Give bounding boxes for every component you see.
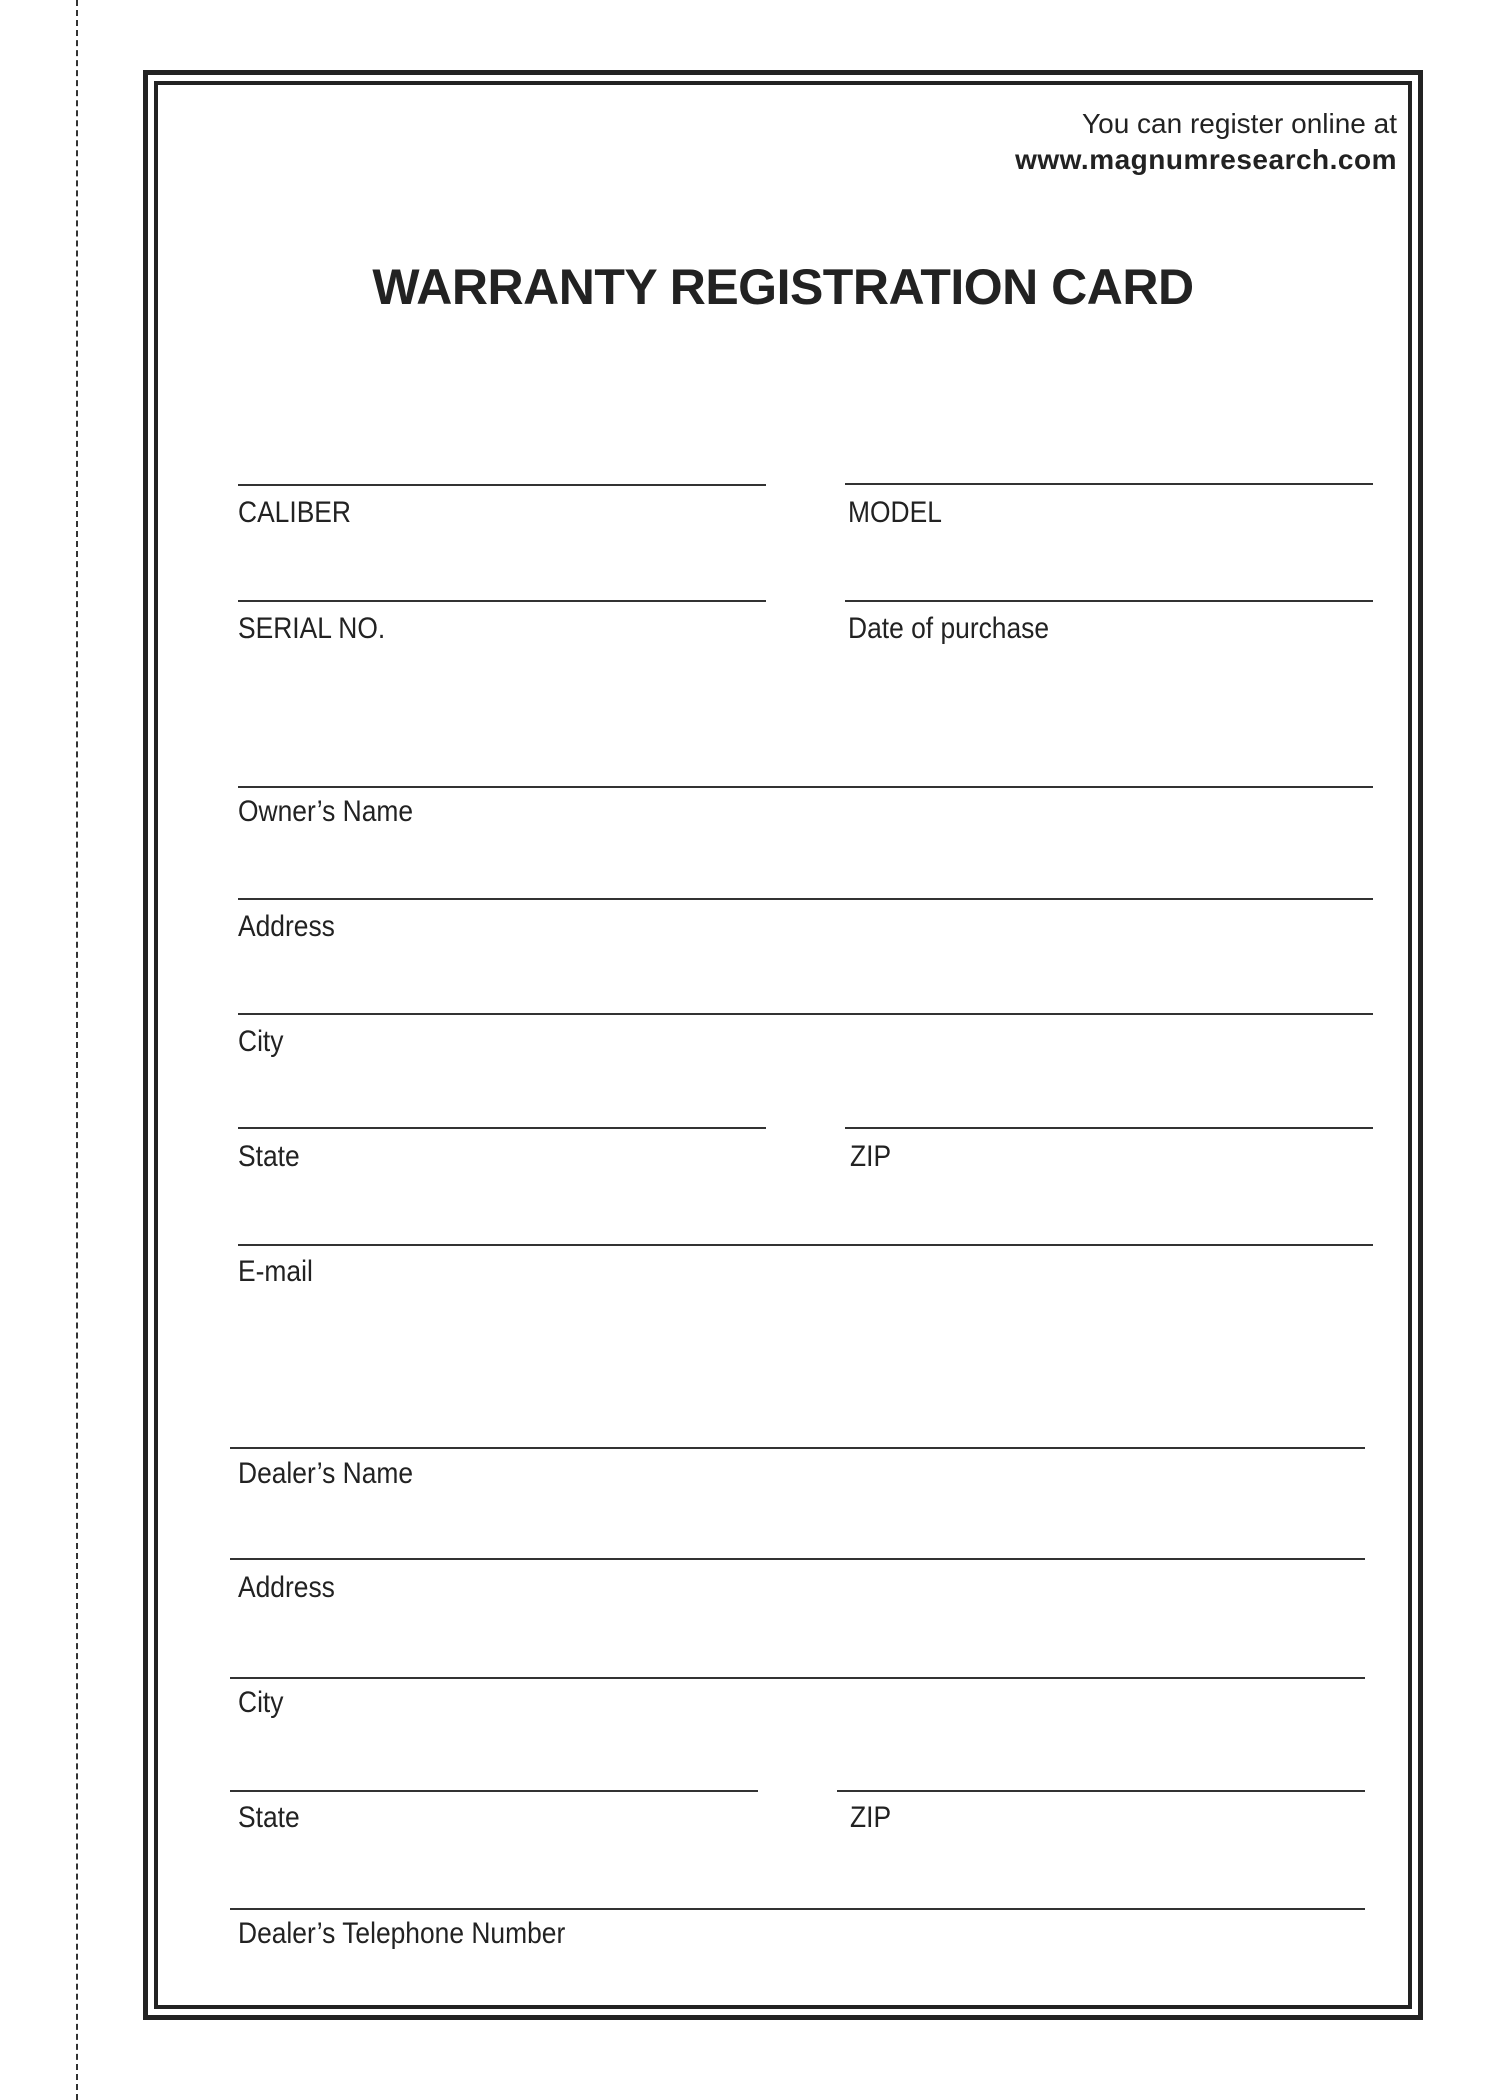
model-field[interactable] <box>845 483 1373 485</box>
owner-zip-label: ZIP <box>850 1140 892 1173</box>
dealer-phone-field[interactable] <box>230 1908 1365 1910</box>
owner-address-label: Address <box>238 910 335 943</box>
cut-line <box>76 0 78 2100</box>
dealer-name-field[interactable] <box>230 1447 1365 1449</box>
online-registration-note <box>1015 106 1397 178</box>
card-title: WARRANTY REGISTRATION CARD <box>372 259 1194 315</box>
online-note-text: You can register online at <box>1082 108 1397 139</box>
online-url-link[interactable]: www.magnumresearch.com <box>1015 144 1397 175</box>
owner-address-field[interactable] <box>238 898 1373 900</box>
owner-zip-field[interactable] <box>845 1127 1373 1129</box>
dealer-address-label: Address <box>238 1571 335 1604</box>
owner-city-label: City <box>238 1025 284 1058</box>
serial-field[interactable] <box>238 600 766 602</box>
dealer-city-field[interactable] <box>230 1677 1365 1679</box>
owner-state-field[interactable] <box>238 1127 766 1129</box>
owner-email-field[interactable] <box>238 1244 1373 1246</box>
dealer-zip-field[interactable] <box>837 1790 1365 1792</box>
owner-name-field[interactable] <box>238 786 1373 788</box>
dealer-zip-label: ZIP <box>850 1801 892 1834</box>
dealer-address-field[interactable] <box>230 1558 1365 1560</box>
owner-city-field[interactable] <box>238 1013 1373 1015</box>
caliber-field[interactable] <box>238 484 766 486</box>
dealer-name-label: Dealer’s Name <box>238 1457 414 1490</box>
owner-name-label: Owner’s Name <box>238 795 414 828</box>
date-of-purchase-label: Date of purchase <box>848 612 1050 645</box>
dealer-state-label: State <box>238 1801 300 1834</box>
dealer-city-label: City <box>238 1686 284 1719</box>
caliber-label: CALIBER <box>238 496 351 529</box>
model-label: MODEL <box>848 496 942 529</box>
owner-state-label: State <box>238 1140 300 1173</box>
card-inner-border <box>154 81 1412 2009</box>
owner-email-label: E-mail <box>238 1255 313 1288</box>
dealer-phone-label: Dealer’s Telephone Number <box>238 1917 566 1950</box>
date-of-purchase-field[interactable] <box>845 600 1373 602</box>
serial-label: SERIAL NO. <box>238 612 386 645</box>
dealer-state-field[interactable] <box>230 1790 758 1792</box>
